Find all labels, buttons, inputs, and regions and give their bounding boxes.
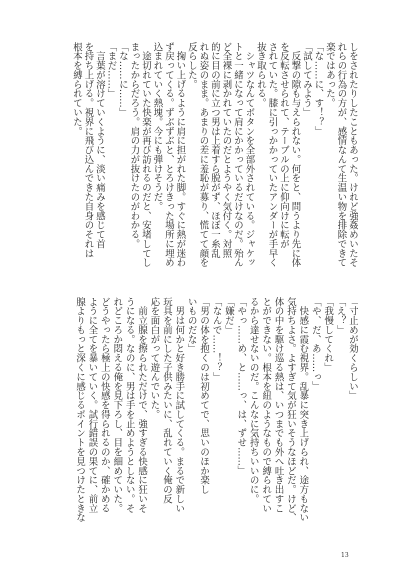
text-column: 「嫌だ」	[222, 297, 234, 335]
text-column: 「え？」	[334, 297, 346, 335]
text-column: 的に目の前に立つ男は上着すら脱がず、ほぼ一糸乱	[209, 42, 220, 258]
text-column: 反らした。	[186, 42, 197, 89]
text-column: 「我慢してくれ」	[322, 297, 334, 373]
text-column: トと一緒になって肩にかかっているだけなのだ。殆ん	[232, 42, 243, 268]
text-column: れどころか悶える俺を見下ろし、目を細めていた。	[111, 297, 123, 513]
text-column: 途切れていた快楽が再び訪れるのだと、安堵してし	[140, 42, 151, 268]
text-column: 「や、だ、あ……っ」	[309, 297, 321, 391]
text-column: 腺よりもっと深くに感じるポイントを見つけたときな	[74, 297, 86, 523]
text-column: 根本を縛られていた。	[71, 42, 82, 136]
text-column: 快感に霞む視界。乱暴に突き上げられ、途方もない	[297, 297, 309, 523]
text-column: 前立腺を擦られただけで、強すぎる快感に狂いそ	[136, 297, 148, 513]
text-column: されていた。膝に引っかかっていたアンダーが手早く	[266, 42, 278, 268]
text-column: とができない。根本を紐のようなもので縛られてい	[260, 297, 272, 513]
text-column: 反撃の隙も与えられない。何をと、問うより先に体	[289, 42, 301, 268]
text-column: 抜き取られる。	[255, 42, 266, 108]
text-column: いものだな」	[185, 297, 197, 354]
text-column: ように全てを暴いていく。試行錯誤の果てに、前立	[86, 297, 98, 513]
text-column: 男は何かと好き勝手に試してくる。まるで新しい	[173, 297, 185, 513]
text-column: シャツなんてボタンを全部外されている。ジャケッ	[243, 42, 255, 268]
text-column: 気持ちよさ。よすぎて気が狂いそうなほどだ。けど、	[284, 297, 296, 523]
text-column: 楽ではあった。	[324, 42, 335, 108]
text-column: どうやったら極上の快感を得られるのか、確かめる	[98, 297, 110, 513]
text-column: ど全裸に剥かれていたのだとようやく気付く。対照	[220, 42, 232, 258]
text-column: を持ち上げる。視界に飛び込んできた自身のそれは	[82, 42, 94, 258]
text-column: れらの行為の方が、感情なんて生温い物を排除できて	[335, 42, 347, 268]
text-column: 「寸止めが効くらしい」	[347, 297, 358, 401]
upper-text-block	[70, 42, 358, 270]
text-column: 玩具を前にした子供みたいに、乱れていく俺の反	[160, 297, 172, 504]
text-column: 「試してみよう」	[301, 42, 312, 118]
text-column: 応を面白がって遊んでいた。	[148, 297, 160, 420]
text-column: 体の中を駆け巡る熱は、いつまでも外へ吐き出すこ	[272, 297, 284, 513]
text-column: 「な……に……」	[117, 42, 128, 118]
text-column: 「やっ……め、と……っ、は、ずせ……」	[235, 297, 247, 476]
text-column: 「な……に、す！？」	[312, 42, 324, 136]
page-number: 13	[341, 552, 349, 559]
lower-text-block	[72, 297, 358, 527]
text-column: 「男の体を抱くのは初めてで、思いのほか楽し	[198, 297, 210, 495]
text-column: 「まだ……」	[105, 42, 117, 99]
text-column: うになる。なのに、男は手を止めようとしない。そ	[123, 297, 135, 513]
text-column: 掬い上げるように肩に担がれた脚。すぐに熱が迷わ	[174, 42, 186, 268]
text-column: まったからだろう。肩の力が抜けたのがわかる。	[128, 42, 140, 249]
text-column: 言葉が溶けていくように、淡い痛みを感じて首	[94, 42, 105, 249]
text-column: れぬ姿のまま。あまりの差に羞恥が募り、慌てて顔を	[197, 42, 209, 268]
text-column: を反転させられて、テーブルの上に仰向けに転が	[278, 42, 289, 249]
text-column: 込まれていく熱塊。今にも弾けそうだ。	[151, 42, 163, 212]
text-column: ず戻ってくる。ずぶずぶと、とろけきった場所に埋め	[163, 42, 174, 268]
text-column: しをされたりしたこともあった。けれど強姦めいたそ	[347, 42, 358, 268]
text-column: るから達せないのだ。こんなに気持ちいいのに。	[247, 297, 259, 504]
text-column: 「なんで……！？」	[210, 297, 222, 382]
